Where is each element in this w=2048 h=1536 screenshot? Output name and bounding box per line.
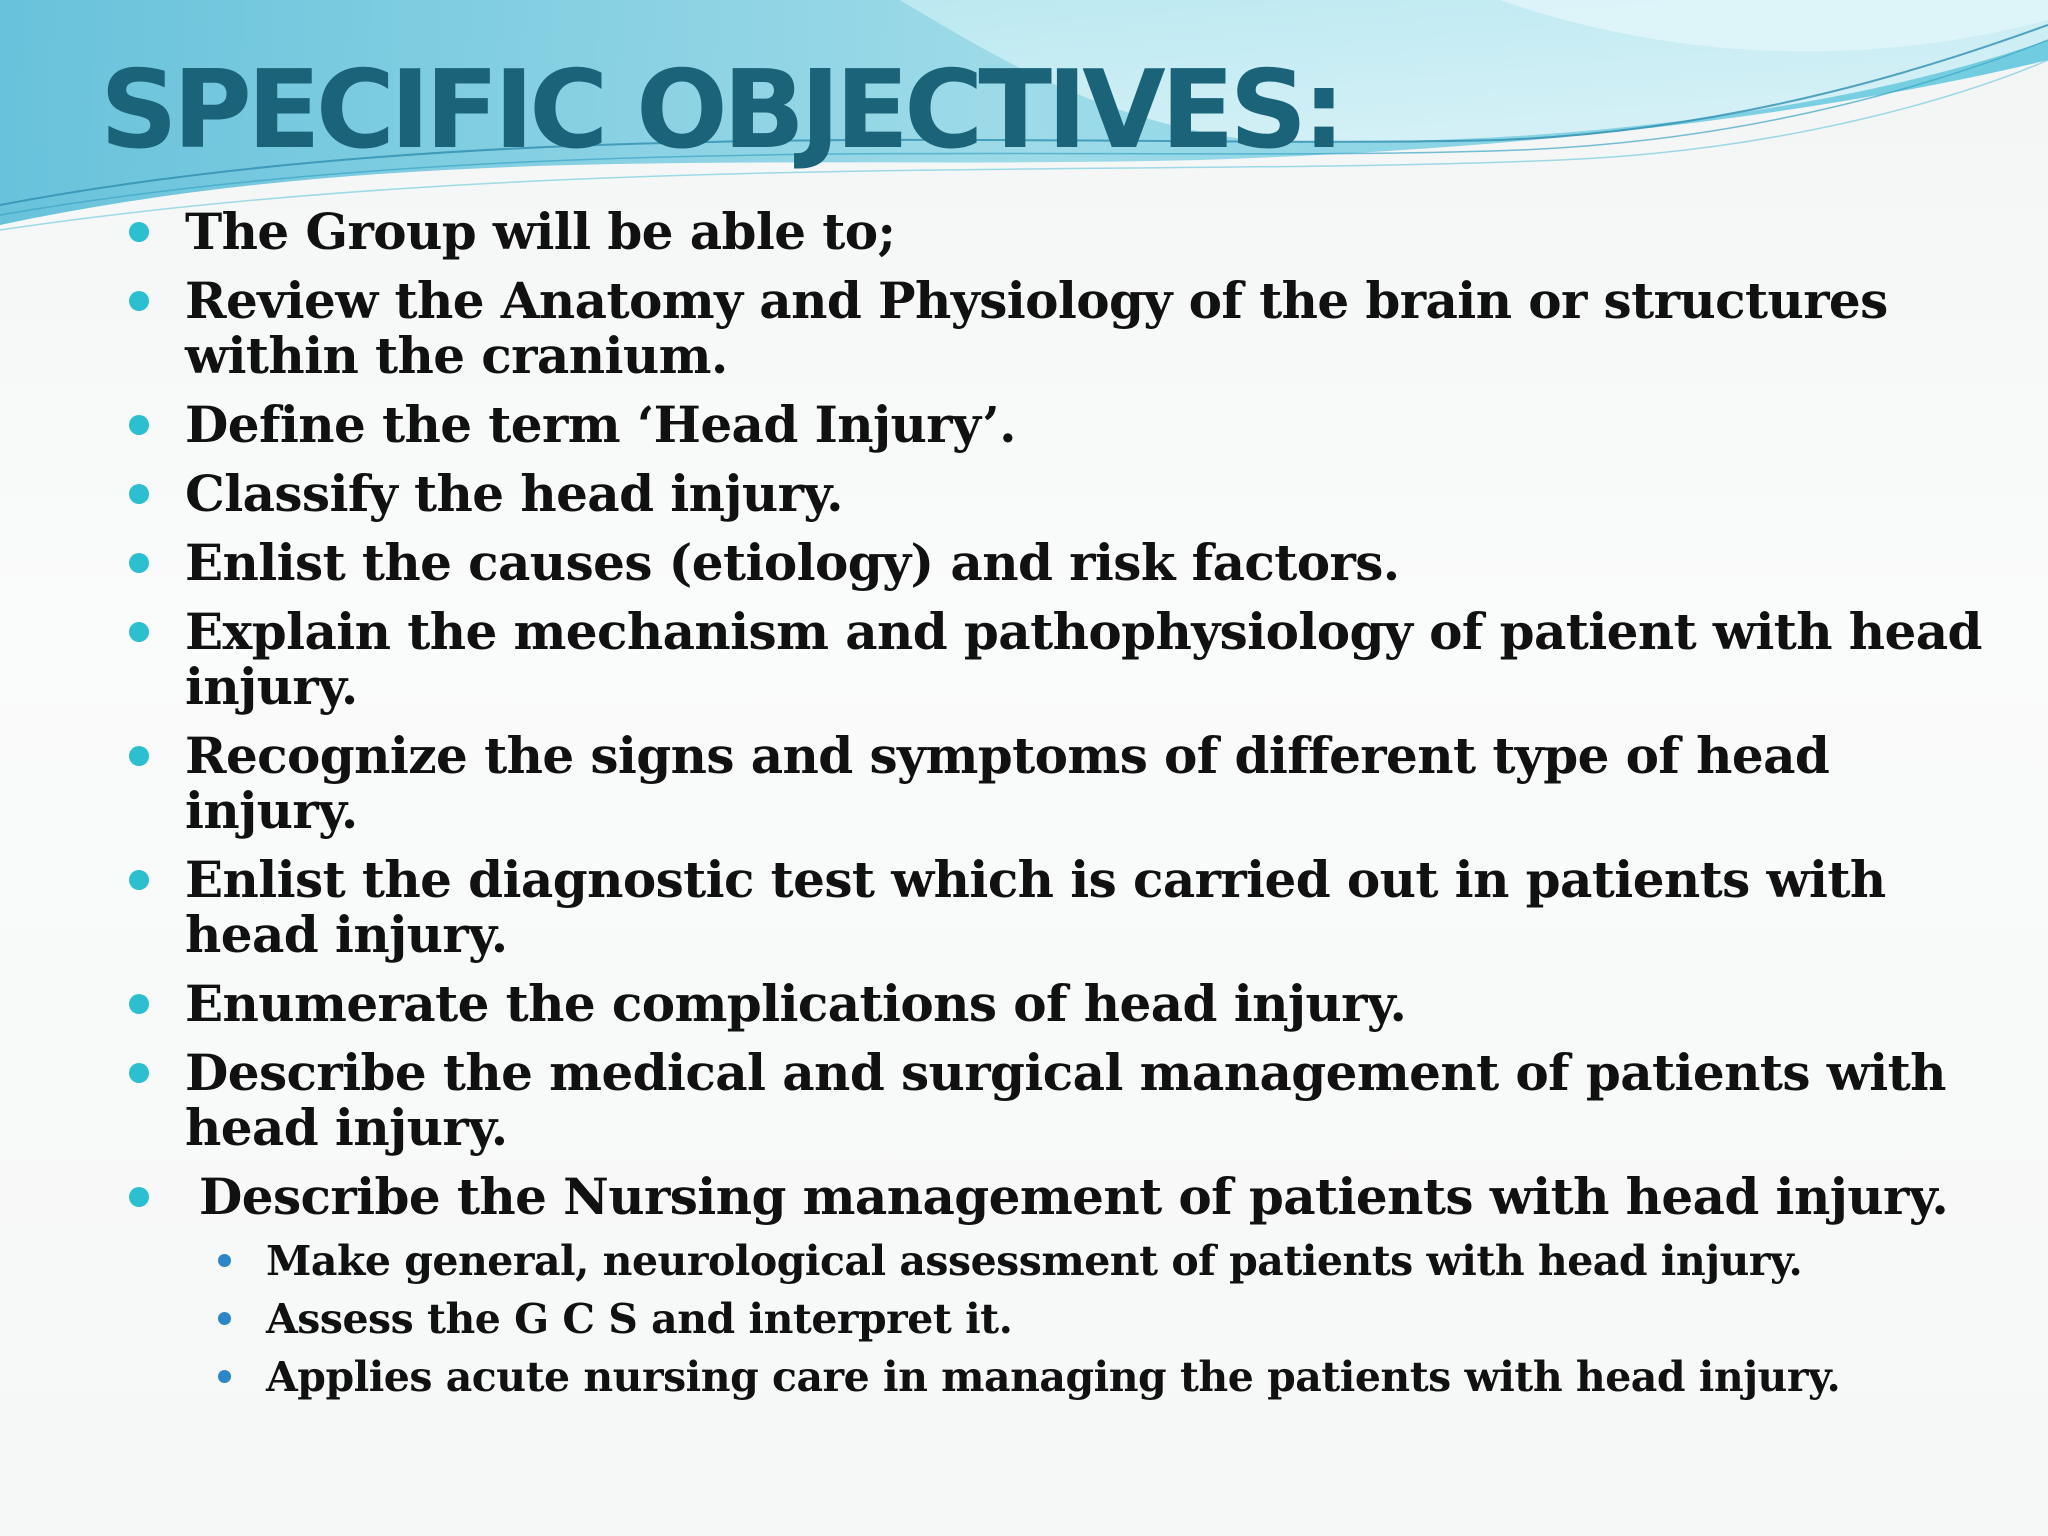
bullet-dot-icon — [129, 222, 149, 242]
list-item: Recognize the signs and symptoms of different type of head injury. — [0, 728, 2048, 838]
bullet-dot-icon — [129, 291, 149, 311]
objectives-list — [0, 204, 2048, 1412]
list-item: Enlist the causes (etiology) and risk factors. — [0, 535, 2048, 590]
bullet-dot-icon — [129, 1063, 149, 1083]
list-item: Describe the medical and surgical management of patients with head injury. — [0, 1045, 2048, 1155]
bullet-dot-icon — [129, 622, 149, 642]
bullet-dot-icon — [129, 484, 149, 504]
sub-bullet-dot-icon — [218, 1312, 231, 1325]
list-item: The Group will be able to; — [0, 204, 2048, 259]
list-item: Enlist the diagnostic test which is carried out in patients with head injury. — [0, 852, 2048, 962]
list-item: Review the Anatomy and Physiology of the brain or structures within the cranium. — [0, 273, 2048, 383]
sub-bullet-dot-icon — [218, 1254, 231, 1267]
bullet-dot-icon — [129, 870, 149, 890]
sub-list-item: Applies acute nursing care in managing the patients with head injury. — [0, 1354, 2048, 1400]
list-item: Explain the mechanism and pathophysiology of patient with head injury. — [0, 604, 2048, 714]
bullet-dot-icon — [129, 553, 149, 573]
list-item: Describe the Nursing management of patients with head injury. — [0, 1169, 2048, 1224]
bullet-dot-icon — [129, 746, 149, 766]
sub-list-item: Assess the G C S and interpret it. — [0, 1296, 2048, 1342]
sub-list-item: Make general, neurological assessment of patients with head injury. — [0, 1238, 2048, 1284]
bullet-dot-icon — [129, 415, 149, 435]
slide-title: SPECIFIC OBJECTIVES: — [100, 48, 1341, 173]
list-item: Define the term ‘Head Injury’. — [0, 397, 2048, 452]
bullet-dot-icon — [129, 994, 149, 1014]
sub-bullet-dot-icon — [218, 1370, 231, 1383]
list-item: Classify the head injury. — [0, 466, 2048, 521]
bullet-dot-icon — [129, 1187, 149, 1207]
list-item: Enumerate the complications of head injury. — [0, 976, 2048, 1031]
